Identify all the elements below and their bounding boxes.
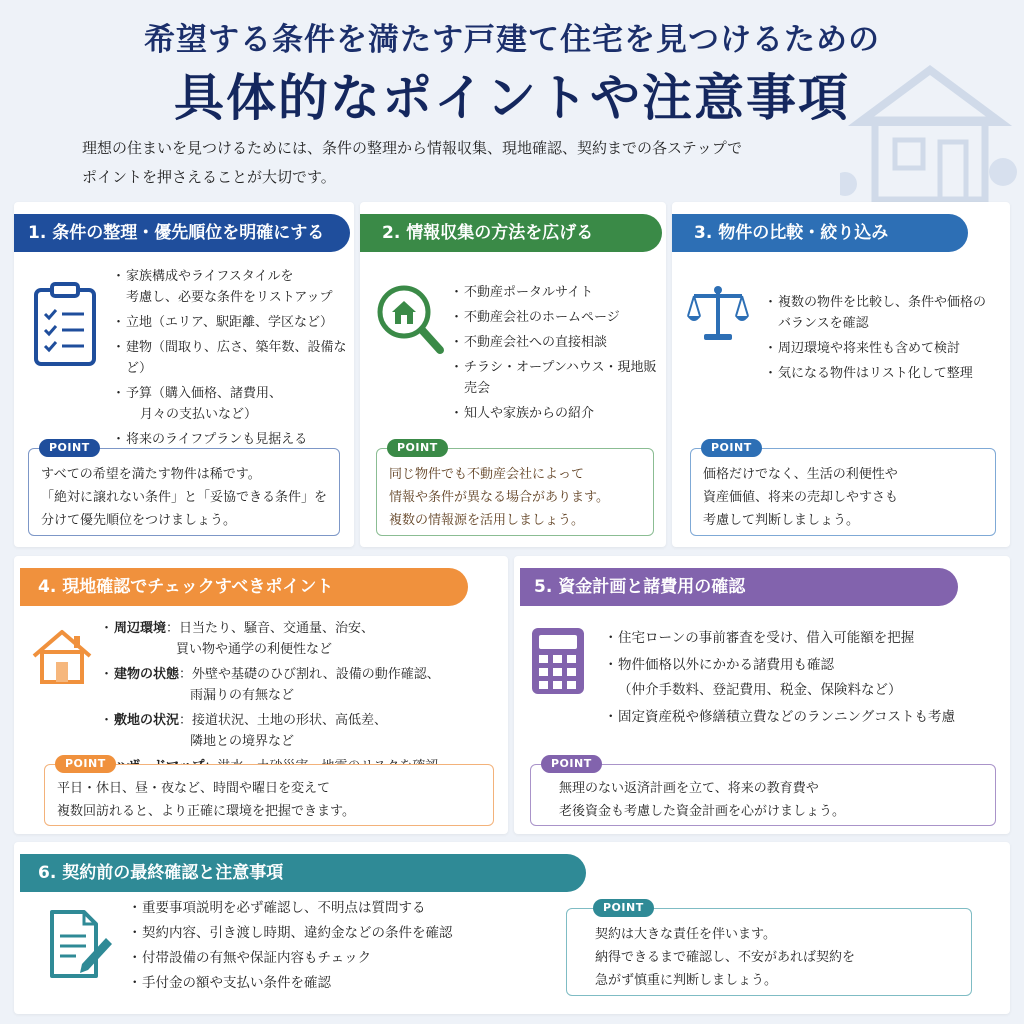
list-item <box>114 266 350 308</box>
bullet-text: 不動産会社のホームページ <box>464 310 620 325</box>
list-item <box>114 312 350 333</box>
bullet-heading: 建物の状態 <box>114 667 180 682</box>
bullet-list <box>452 282 662 428</box>
house-search-icon <box>374 282 446 356</box>
point-text: 急がず慎重に判断しましょう。 <box>595 973 778 988</box>
page-title-line1: 希望する条件を満たす戸建て住宅を見つけるための <box>144 22 880 58</box>
bullet-text: 予算（購入価格、諸費用、 <box>126 386 283 401</box>
point-box <box>530 757 996 826</box>
bullet-text: 建物（間取り、広さ、築年数、設備など） <box>126 340 347 376</box>
list-item <box>130 948 550 969</box>
list-item <box>130 923 550 944</box>
point-label: POINT <box>701 439 762 457</box>
section-title: 4. 現地確認でチェックすべきポイント <box>20 568 468 606</box>
bullet-text: 契約内容、引き渡し時期、違約金などの条件を確認 <box>142 925 453 941</box>
section-card-4 <box>14 556 508 834</box>
point-text: 複数の情報源を活用しましょう。 <box>389 513 585 528</box>
page-title-line2: 具体的なポイントや注意事項 <box>174 69 850 127</box>
bullet-text: 不動産会社への直接相談 <box>464 335 608 350</box>
point-text: 納得できるまで確認し、不安があれば契約を <box>595 950 856 965</box>
bullet-text: 周辺環境や将来性も含めて検討 <box>778 341 961 356</box>
bullet-text: 雨漏りの有無など <box>190 688 295 703</box>
bullet-heading: 周辺環境 <box>114 621 167 636</box>
point-box <box>566 901 972 996</box>
point-box <box>376 441 654 536</box>
list-item <box>766 292 1006 334</box>
bullet-heading: 敷地の状況 <box>114 713 180 728</box>
house-outline-icon <box>30 628 94 686</box>
section-card-1 <box>14 202 354 547</box>
list-item <box>102 618 502 660</box>
list-item <box>452 332 662 353</box>
bullet-text: ：接道状況、土地の形状、高低差、 <box>179 713 388 728</box>
list-item <box>452 307 662 328</box>
section-card-5 <box>514 556 1010 834</box>
list-item <box>766 363 1006 384</box>
point-text: 価格だけでなく、生活の利便性や <box>703 467 898 482</box>
bullet-list <box>130 898 550 998</box>
section-title: 2. 情報収集の方法を広げる <box>360 214 662 252</box>
point-text: 平日・休日、昼・夜など、時間や曜日を変えて <box>57 781 331 796</box>
section-card-2 <box>360 202 666 547</box>
list-item <box>114 337 350 379</box>
section-card-3 <box>672 202 1010 547</box>
intro-line: ポイントを押さえることが大切です。 <box>82 168 336 186</box>
point-box <box>44 757 494 826</box>
document-pen-icon <box>48 908 114 980</box>
point-label: POINT <box>55 755 116 773</box>
section-title: 5. 資金計画と諸費用の確認 <box>520 568 958 606</box>
bullet-text: 気になる物件はリスト化して整理 <box>778 366 973 381</box>
list-item <box>102 664 502 706</box>
bullet-text: 手付金の額や支払い条件を確認 <box>142 975 331 991</box>
bullet-text: 物件価格以外にかかる諸費用も確認 <box>618 657 834 673</box>
list-item <box>606 655 1006 701</box>
point-text: すべての希望を満たす物件は稀です。 <box>41 467 261 482</box>
calculator-icon <box>530 626 586 696</box>
bullet-text: 重要事項説明を必ず確認し、不明点は質問する <box>142 900 426 916</box>
point-label: POINT <box>541 755 602 773</box>
point-text: 「絶対に譲れない条件」と「妥協できる条件」を <box>41 490 328 505</box>
bullet-text: ：外壁や基礎のひび割れ、設備の動作確認、 <box>179 667 440 682</box>
bullet-text: チラシ・オープンハウス・現地販売会 <box>464 360 657 396</box>
point-text: 同じ物件でも不動産会社によって <box>389 467 585 482</box>
bullet-list <box>766 292 1006 388</box>
point-label: POINT <box>593 899 654 917</box>
bullet-list <box>102 618 502 781</box>
point-text: 分けて優先順位をつけましょう。 <box>41 513 237 528</box>
bullet-text: 固定資産税や修繕積立費などのランニングコストも考慮 <box>618 709 955 725</box>
list-item <box>114 429 350 450</box>
bullet-text: 家族構成やライフスタイルを <box>126 269 294 284</box>
list-item <box>114 383 350 425</box>
point-box <box>690 441 996 536</box>
point-text: 複数回訪れると、より正確に環境を把握できます。 <box>57 804 355 819</box>
point-text: 考慮して判断しましょう。 <box>703 513 860 528</box>
bullet-text: 考慮し、必要な条件をリストアップ <box>126 290 333 305</box>
bullet-text: バランスを確認 <box>778 316 869 331</box>
balance-scale-icon <box>686 284 750 342</box>
bullet-text: 住宅ローンの事前審査を受け、借入可能額を把握 <box>618 630 915 646</box>
list-item <box>130 898 550 919</box>
point-text: 老後資金も考慮した資金計画を心がけましょう。 <box>559 804 846 819</box>
section-card-6 <box>14 842 1010 1014</box>
list-item <box>606 707 1006 728</box>
bullet-text: ：日当たり、騒音、交通量、治安、 <box>166 621 375 636</box>
intro-text <box>82 134 802 192</box>
intro-line: 理想の住まいを見つけるためには、条件の整理から情報収集、現地確認、契約までの各ステップで <box>82 139 743 157</box>
list-item <box>452 282 662 303</box>
clipboard-checklist-icon <box>32 282 98 368</box>
bullet-text: 不動産ポータルサイト <box>464 285 594 300</box>
point-label: POINT <box>387 439 448 457</box>
bullet-text: （仲介手数料、登記費用、税金、保険料など） <box>618 682 902 698</box>
bullet-text: 隣地との境界など <box>190 734 295 749</box>
point-text: 情報や条件が異なる場合があります。 <box>389 490 609 505</box>
list-item <box>452 403 662 424</box>
point-label: POINT <box>39 439 100 457</box>
bullet-text: 月々の支払いなど） <box>140 407 258 422</box>
bullet-text: 知人や家族からの紹介 <box>464 406 595 421</box>
section-title: 1. 条件の整理・優先順位を明確にする <box>14 214 350 252</box>
bullet-text: 付帯設備の有無や保証内容もチェック <box>142 950 372 966</box>
section-title: 3. 物件の比較・絞り込み <box>672 214 968 252</box>
list-item <box>452 357 662 399</box>
list-item <box>766 338 1006 359</box>
bullet-text: 複数の物件を比較し、条件や価格の <box>778 295 987 310</box>
point-box <box>28 441 340 536</box>
bullet-list <box>114 266 350 454</box>
point-text: 契約は大きな責任を伴います。 <box>595 927 776 942</box>
list-item <box>102 710 502 752</box>
section-title: 6. 契約前の最終確認と注意事項 <box>20 854 586 892</box>
list-item <box>130 973 550 994</box>
bullet-text: 立地（エリア、駅距離、学区など） <box>126 315 333 330</box>
point-text: 無理のない返済計画を立て、将来の教育費や <box>559 781 819 796</box>
bullet-text: 買い物や通学の利便性など <box>176 642 333 657</box>
point-text: 資産価値、将来の売却しやすさも <box>703 490 899 505</box>
bullet-text: 将来のライフプランも見据える <box>126 432 308 447</box>
list-item <box>606 628 1006 649</box>
bullet-list <box>606 628 1006 732</box>
